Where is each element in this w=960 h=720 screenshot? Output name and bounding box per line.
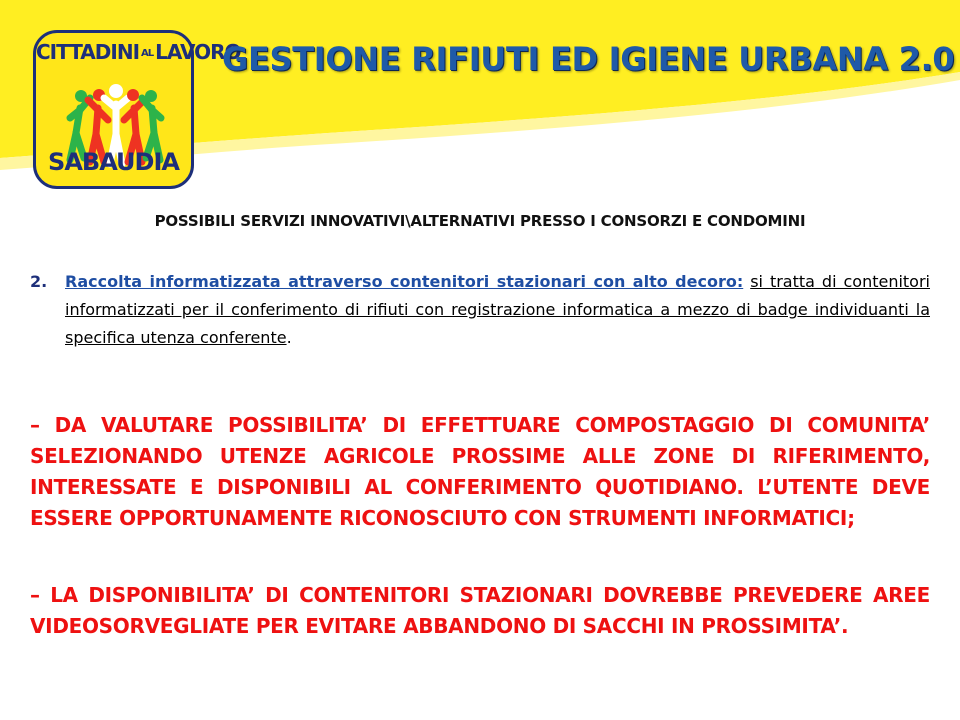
section-subtitle: POSSIBILI SERVIZI INNOVATIVI\ALTERNATIVI PRESSO I CONSORZI E CONDOMINI: [154, 212, 806, 230]
logo-cittadini-al-lavoro: [33, 30, 241, 189]
item-number: 2.: [30, 272, 48, 291]
item-lead: Raccolta informatizzata attraverso contenitori stazionari con alto decoro:: [65, 272, 744, 291]
note-compostaggio: – DA VALUTARE POSSIBILITA’ DI EFFETTUARE COMPOSTAGGIO DI COMUNITA’ SELEZIONANDO UTENZE AGRICOLE PROSSIME ALLE ZONE DI RIFERIMENTO, INTERESSATE E DISPONIBILI AL CONFERIMENTO QUOTIDIANO. L’UTENTE DEVE ESSERE OPPORTUNAMENTE RICONOSCIUTO CON STRUMENTI INFORMATICI;: [30, 413, 930, 530]
item-body: [65, 268, 930, 352]
item-end: .: [286, 328, 292, 347]
item-text: si tratta di contenitori informatizzati per il conferimento di rifiuti con registrazione informatica a mezzo di badge individuanti la specifica utenza conferente: [65, 272, 930, 347]
note-videosorveglianza: – LA DISPONIBILITA’ DI CONTENITORI STAZIONARI DOVREBBE PREVEDERE AREE VIDEOSORVEGLIATE PER EVITARE ABBANDONO DI SACCHI IN PROSSIMITA’.: [30, 583, 930, 638]
logo-bottom-text: SABAUDIA: [48, 148, 179, 176]
logo-top-text: CITTADINI AL LAVORO: [36, 40, 241, 64]
list-item: [30, 268, 930, 352]
page-title: GESTIONE RIFIUTI ED IGIENE URBANA 2.0: [222, 40, 955, 78]
